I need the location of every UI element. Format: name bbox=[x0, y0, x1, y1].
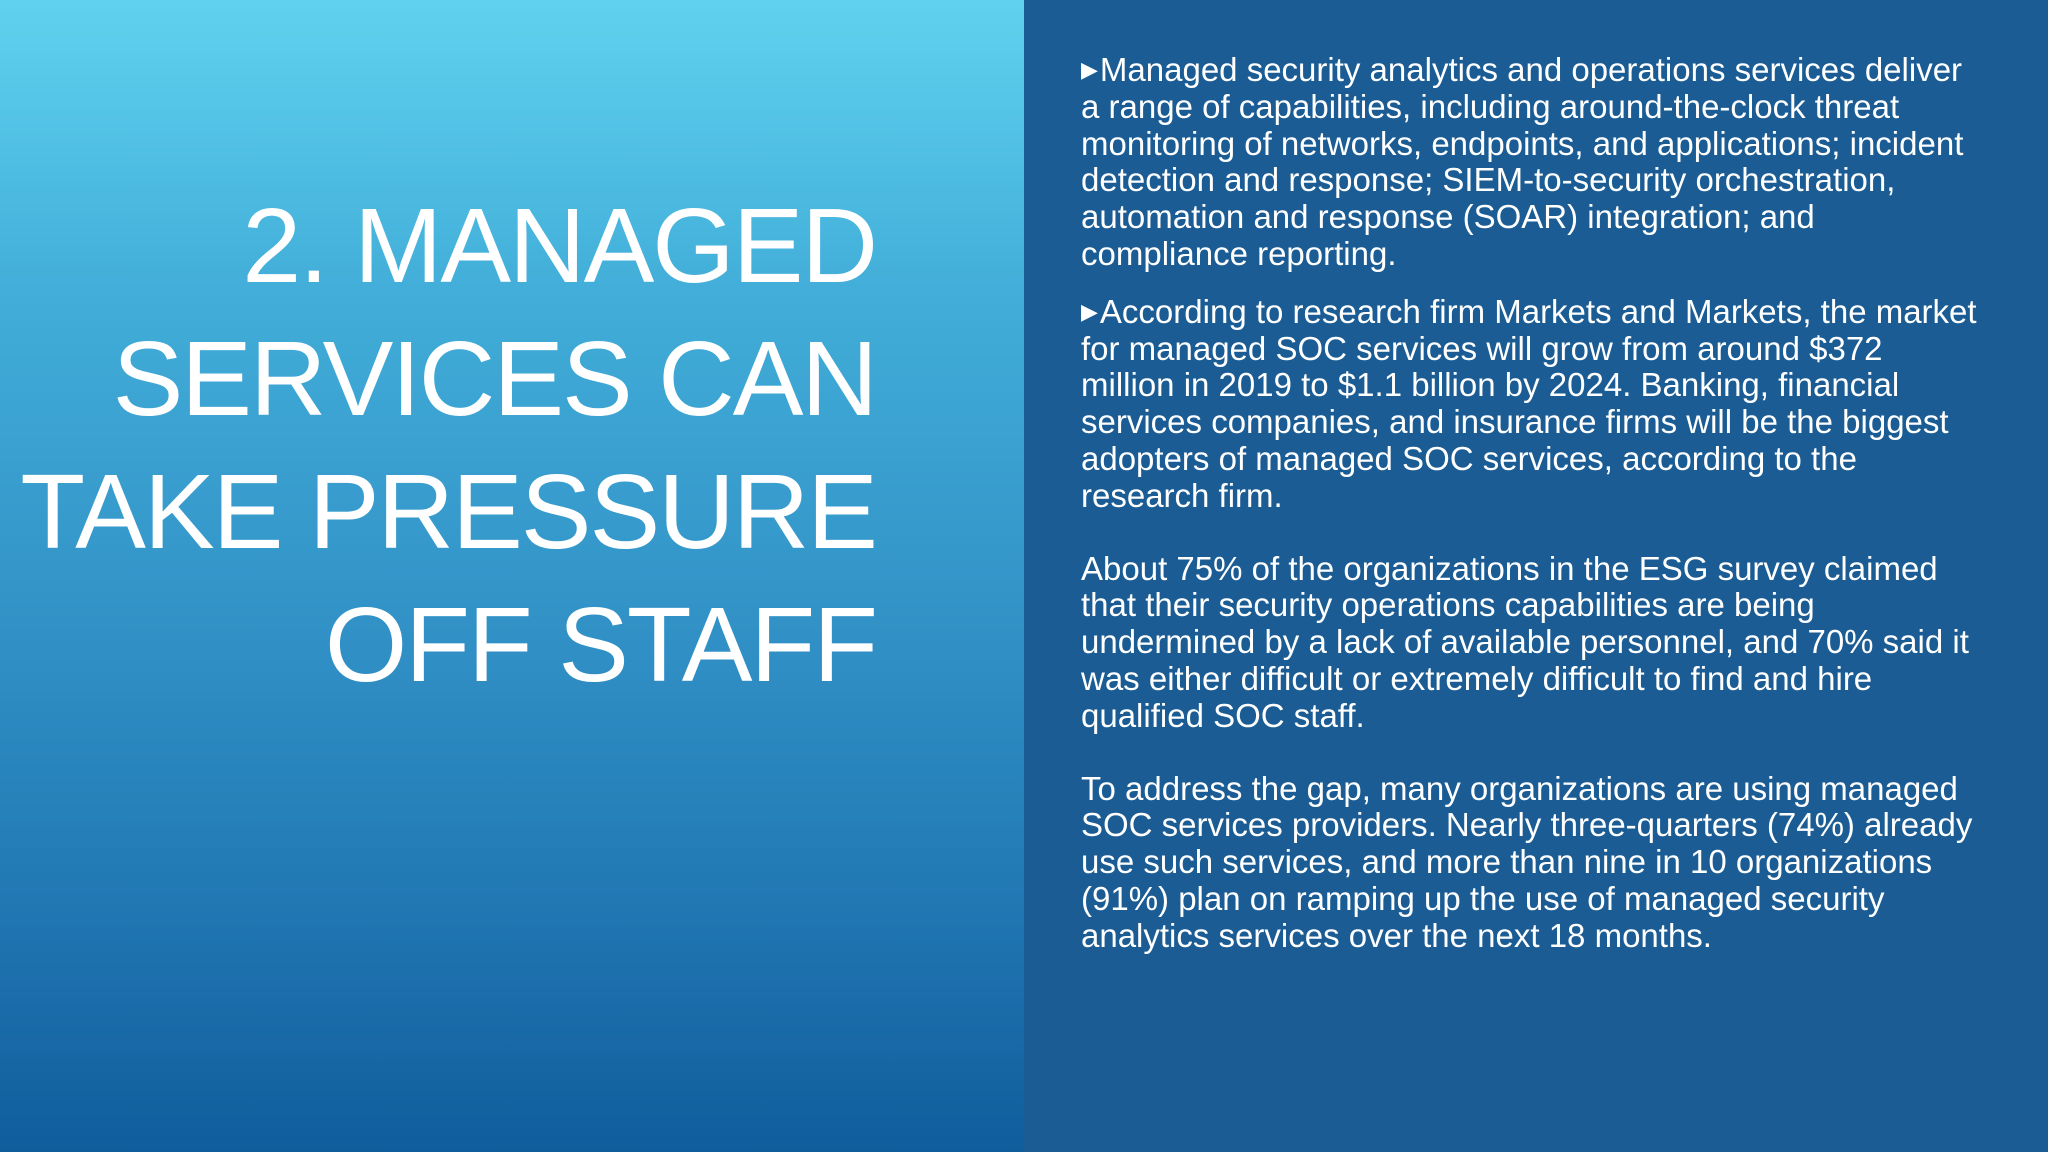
paragraph-text: About 75% of the organizations in the ESG survey claimed that their security operations capabilities are being undermined by a lack of available personnel, and 70% said it was either difficult or extremely difficult to find and hire qualified SOC staff. bbox=[1081, 549, 1969, 734]
paragraph-text: According to research firm Markets and Markets, the market for managed SOC services will grow from around $372 million in 2019 to $1.1 billion by 2024. Banking, financial services companies, and insurance firms will be the biggest adopters of managed SOC services, according to the research firm. bbox=[1081, 292, 1977, 514]
bullet-arrow-icon: ▶ bbox=[1081, 298, 1098, 324]
bullet-arrow-icon: ▶ bbox=[1081, 57, 1098, 82]
paragraph-text: Managed security analytics and operations services deliver a range of capabilities, including around-the-clock threat monitoring of networks, endpoints, and applications; incident detection and response; SIEM-to-security orchestration, automation and response (SOAR) integration; and compliance reporting. bbox=[1081, 51, 1964, 272]
bullet-paragraph bbox=[1081, 52, 1981, 273]
paragraph-text: To address the gap, many organizations are using managed SOC services providers. Nearly three-quarters (74%) already use such services, and more than nine in 10 organizations (91%) plan on ramping up the use of managed security analytics services over the next 18 months. bbox=[1081, 769, 1973, 954]
slide-title: 2. MANAGED SERVICES CAN TAKE PRESSURE OFF STAFF bbox=[20, 187, 876, 704]
body-paragraph bbox=[1081, 771, 1981, 955]
body-paragraph bbox=[1081, 551, 1981, 735]
slide-body bbox=[1081, 52, 1981, 955]
bullet-paragraph bbox=[1081, 294, 1981, 515]
